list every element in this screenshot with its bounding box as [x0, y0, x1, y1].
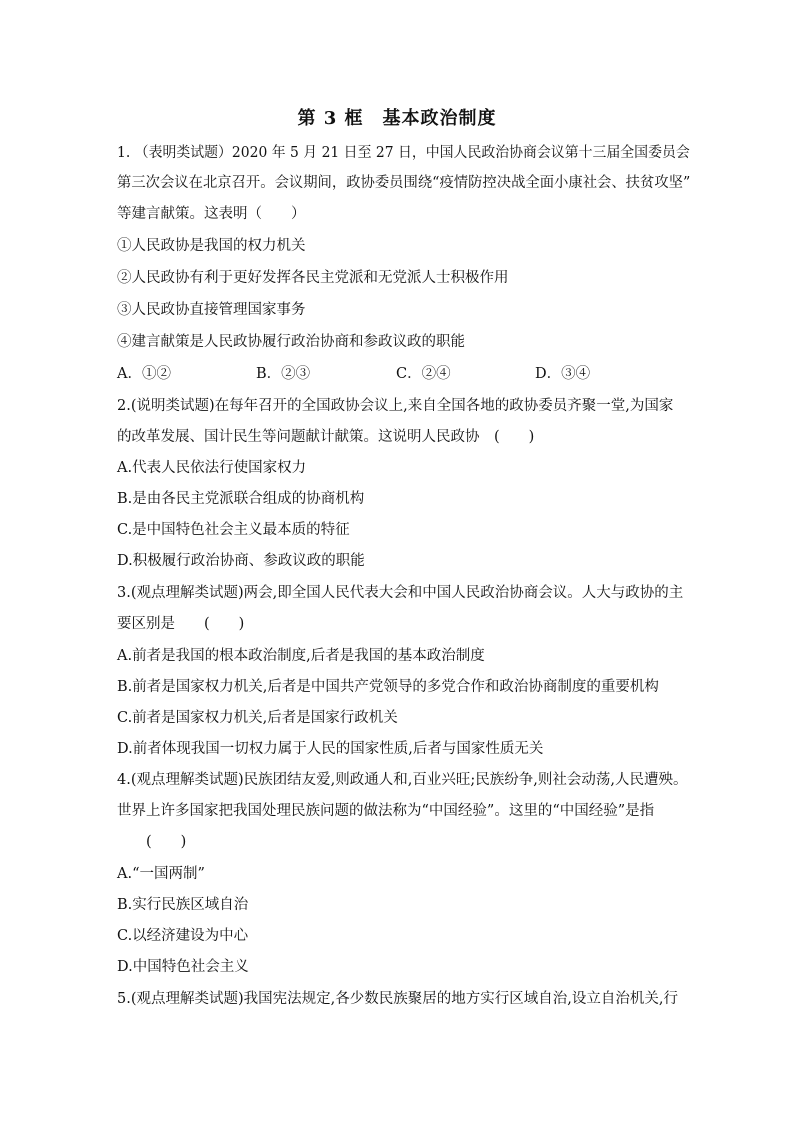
- q1-statement-3: ③人民政协直接管理国家事务: [117, 302, 306, 318]
- q3-option-c: C.前者是国家权力机关,后者是国家行政机关: [117, 710, 398, 726]
- q4-stem-line-2: 世界上许多国家把我国处理民族问题的做法称为“中国经验”。这里的“中国经验”是指: [117, 803, 655, 819]
- page-title: 第 3 框 基本政治制度: [297, 108, 497, 129]
- q1-stem-line-1: 1. （表明类试题）2020 年 5 月 21 日至 27 日，中国人民政治协商会议第十三届全国委员会: [117, 145, 690, 161]
- q2-option-c: C.是中国特色社会主义最本质的特征: [117, 522, 350, 538]
- q1-option-d: D．③④: [535, 366, 591, 382]
- q1-option-a: A．①②: [117, 366, 171, 382]
- q4-option-d: D.中国特色社会主义: [117, 959, 249, 975]
- q2-option-d: D.积极履行政治协商、参政议政的职能: [117, 553, 365, 569]
- q4-option-b: B.实行民族区域自治: [117, 897, 249, 913]
- q1-statement-1: ①人民政协是我国的权力机关: [117, 238, 306, 254]
- q2-stem-line-1: 2.(说明类试题)在每年召开的全国政协会议上,来自全国各地的政协委员齐聚一堂,为国家: [117, 398, 674, 414]
- q4-stem-line-3: ( ): [146, 834, 187, 850]
- q3-option-b: B.前者是国家权力机关,后者是中国共产党领导的多党合作和政治协商制度的重要机构: [117, 679, 659, 695]
- q2-option-a: A.代表人民依法行使国家权力: [117, 460, 307, 476]
- q1-stem-line-3: 等建言献策。这表明（ ）: [117, 206, 306, 222]
- q1-stem-line-2: 第三次会议在北京召开。会议期间，政协委员围绕“疫情防控决战全面小康社会、扶贫攻坚”: [117, 175, 691, 191]
- q3-stem-line-2: 要区别是 ( ): [117, 616, 245, 632]
- q5-stem-line-1: 5.(观点理解类试题)我国宪法规定,各少数民族聚居的地方实行区域自治,设立自治机关,行: [117, 991, 678, 1007]
- q4-option-a: A.“一国两制”: [117, 866, 205, 882]
- q2-stem-line-2: 的改革发展、国计民生等问题献计献策。这说明人民政协 ( ): [117, 429, 535, 445]
- q1-option-b: B．②③: [256, 366, 311, 382]
- q4-stem-line-1: 4.(观点理解类试题)民族团结友爱,则政通人和,百业兴旺;民族纷争,则社会动荡,人民遭殃。: [117, 772, 688, 788]
- q1-statement-2: ②人民政协有利于更好发挥各民主党派和无党派人士积极作用: [117, 270, 509, 286]
- q4-option-c: C.以经济建设为中心: [117, 928, 249, 944]
- q1-option-c: C．②④: [396, 366, 451, 382]
- q3-stem-line-1: 3.(观点理解类试题)两会,即全国人民代表大会和中国人民政治协商会议。人大与政协的主: [117, 585, 684, 601]
- q2-option-b: B.是由各民主党派联合组成的协商机构: [117, 491, 365, 507]
- q3-option-d: D.前者体现我国一切权力属于人民的国家性质,后者与国家性质无关: [117, 741, 544, 757]
- q3-option-a: A.前者是我国的根本政治制度,后者是我国的基本政治制度: [117, 648, 485, 664]
- q1-statement-4: ④建言献策是人民政协履行政治协商和参政议政的职能: [117, 334, 465, 350]
